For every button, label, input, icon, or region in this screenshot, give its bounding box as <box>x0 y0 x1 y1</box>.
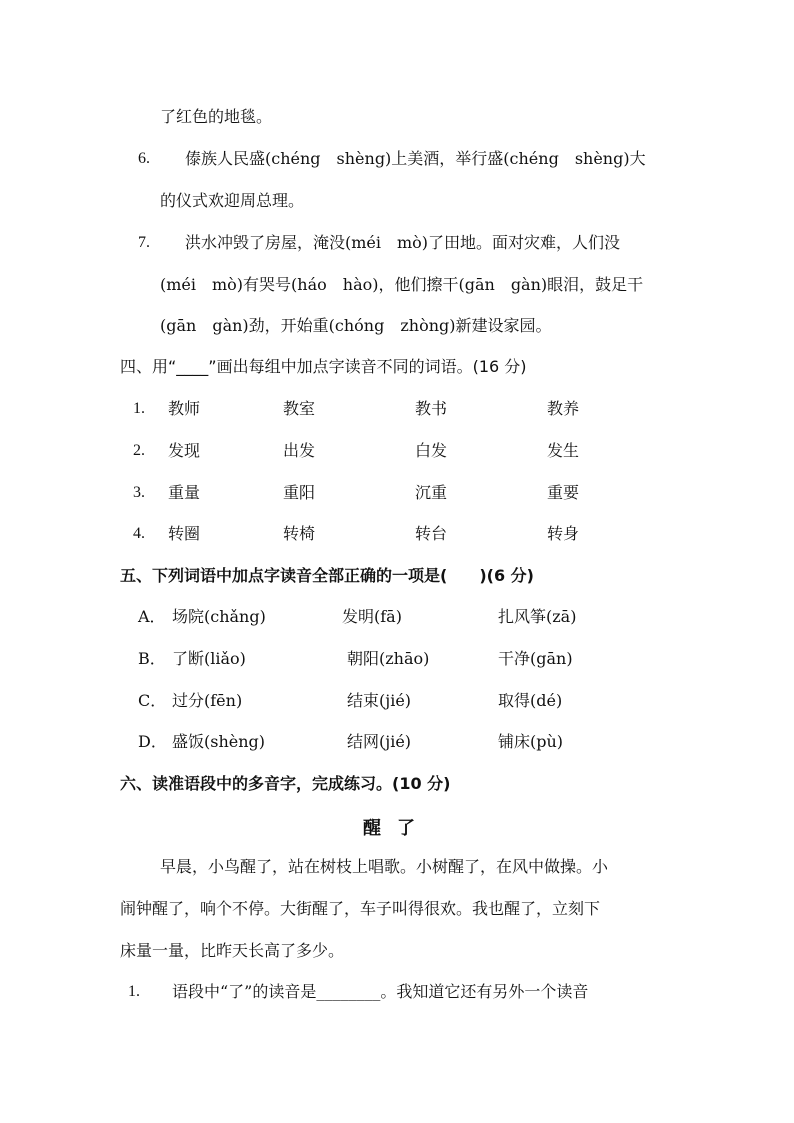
option-word: 过分(fēn) <box>172 691 243 710</box>
section-4-heading: 四、用“____”画出每组中加点字读音不同的词语。(16 分) <box>120 357 527 376</box>
option-word: 铺床(pù) <box>498 732 564 751</box>
q3-item-6-line-2: 的仪式欢迎周总理。 <box>160 191 305 210</box>
option-word: 干净(gān) <box>498 649 573 668</box>
section-4-row-number: 4. <box>133 525 145 542</box>
q3-item-7-line-1: 洪水冲毁了房屋，淹没(méi mò)了田地。面对灾难，人们没 <box>185 233 621 252</box>
word-cell: 教室 <box>283 399 316 418</box>
option-word: 了断(liǎo) <box>172 649 246 668</box>
section-5-heading: 五、下列词语中加点字读音全部正确的一项是( )(6 分) <box>120 566 534 585</box>
section-6-question-1-number: 1. <box>128 983 140 1000</box>
passage-title: 醒了 <box>363 818 431 839</box>
word-cell: 沉重 <box>415 483 448 502</box>
option-word: 取得(dé) <box>498 691 563 710</box>
word-cell: 转椅 <box>283 524 316 543</box>
option-word: 结束(jié) <box>347 691 412 710</box>
option-word: 扎风筝(zā) <box>498 607 577 626</box>
word-cell: 教师 <box>168 399 201 418</box>
option-label: B． <box>138 649 166 668</box>
word-cell: 转台 <box>415 524 448 543</box>
option-word: 朝阳(zhāo) <box>347 649 430 668</box>
q3-continuation-line: 了红色的地毯。 <box>160 107 273 126</box>
option-label: C． <box>138 691 167 710</box>
word-cell: 教养 <box>547 399 580 418</box>
option-label: A． <box>138 607 166 626</box>
section-4-row-number: 2. <box>133 442 145 459</box>
passage-line-3: 床量一量，比昨天长高了多少。 <box>120 941 345 960</box>
word-cell: 重量 <box>168 483 201 502</box>
section-4-row-number: 3. <box>133 484 145 501</box>
word-cell: 重阳 <box>283 483 316 502</box>
passage-line-2: 闹钟醒了，响个不停。大街醒了，车子叫得很欢。我也醒了，立刻下 <box>120 899 601 918</box>
option-word: 发明(fā) <box>342 607 402 626</box>
option-word: 场院(chǎng) <box>172 607 266 626</box>
option-word: 盛饭(shèng) <box>172 732 266 751</box>
section-6-question-1-text: 语段中“了”的读音是________。我知道它还有另外一个读音 <box>172 982 589 1001</box>
q3-item-6-line-1: 傣族人民盛(chéng shèng)上美酒，举行盛(chéng shèng)大 <box>185 149 646 168</box>
word-cell: 白发 <box>415 441 448 460</box>
word-cell: 出发 <box>283 441 316 460</box>
word-cell: 发生 <box>547 441 580 460</box>
section-4-row-number: 1. <box>133 400 145 417</box>
word-cell: 转身 <box>547 524 580 543</box>
q3-item-6-number: 6. <box>138 150 150 167</box>
q3-item-7-number: 7. <box>138 234 150 251</box>
word-cell: 教书 <box>415 399 448 418</box>
option-word: 结网(jié) <box>347 732 412 751</box>
word-cell: 发现 <box>168 441 201 460</box>
word-cell: 重要 <box>547 483 580 502</box>
passage-line-1: 早晨，小鸟醒了，站在树枝上唱歌。小树醒了，在风中做操。小 <box>160 857 609 876</box>
word-cell: 转圈 <box>168 524 201 543</box>
option-label: D． <box>138 732 167 751</box>
section-6-heading: 六、读准语段中的多音字，完成练习。(10 分) <box>120 774 451 793</box>
q3-item-7-line-3: (gān gàn)劲，开始重(chóng zhòng)新建设家园。 <box>160 316 552 335</box>
q3-item-7-line-2: (méi mò)有哭号(háo hào)，他们擦干(gān gàn)眼泪，鼓足干 <box>160 275 644 294</box>
